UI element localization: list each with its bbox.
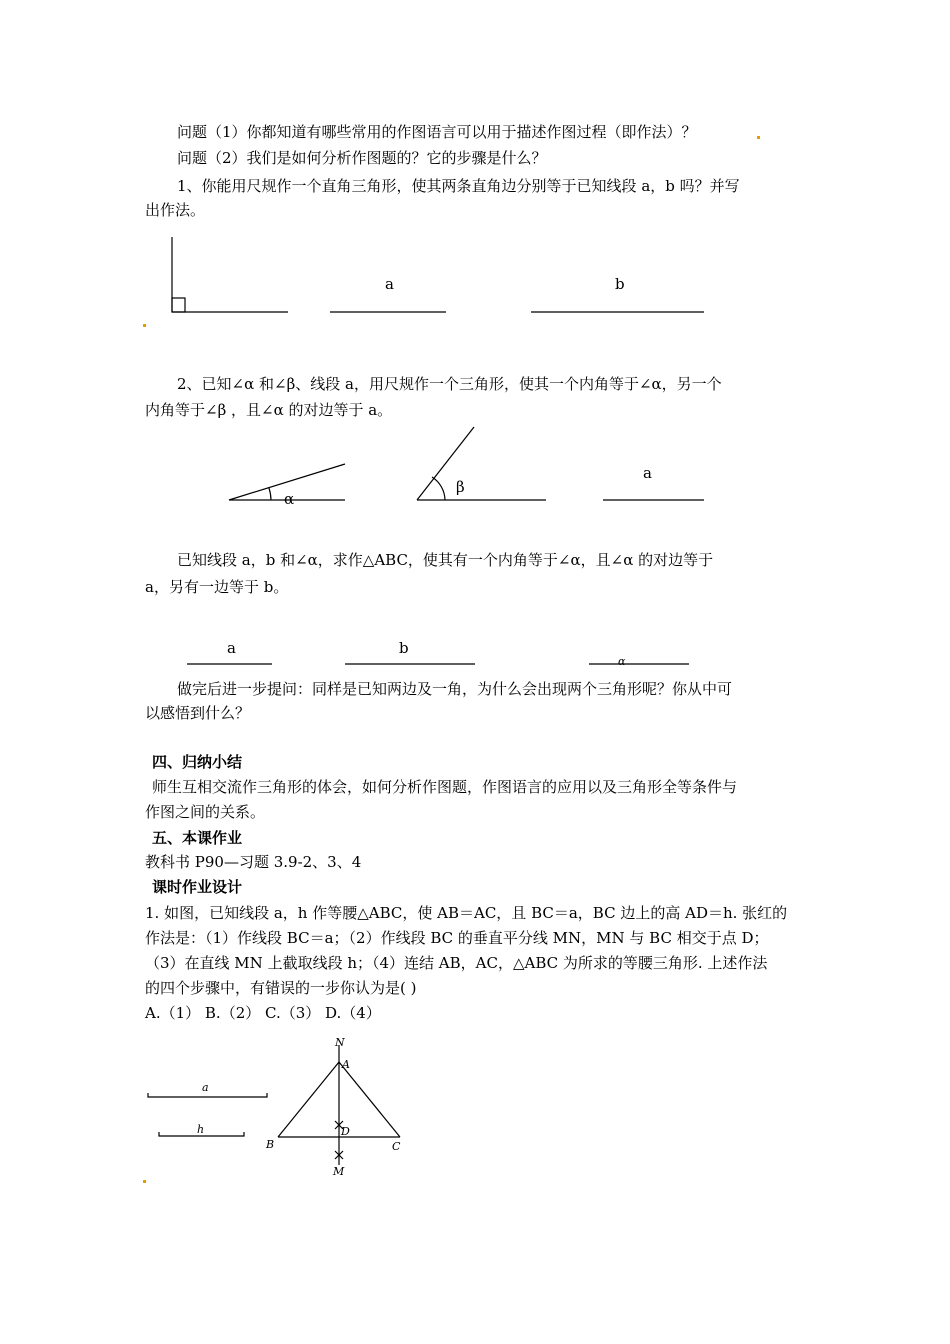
figure-label-h: h [197,1123,205,1136]
design-line3: （3）在直线 MN 上截取线段 h；（4）连结 AB，AC，△ABC 为所求的等腰三角形. 上述作法 [145,954,768,972]
point-label-d: D [341,1125,350,1138]
design-options: A.（1） B.（2） C.（3） D.（4） [145,1004,381,1022]
figure-label-a: a [202,1081,209,1094]
task1-label-b: b [615,275,625,293]
point-label-n: N [335,1036,345,1049]
question-1: 问题（1）你都知道有哪些常用的作图语言可以用于描述作图过程（即作法）？ [177,123,697,141]
point-label-m: M [333,1165,345,1178]
task3-line2: a，另有一边等于 b。 [145,578,289,596]
task3-label-alpha: α [618,655,626,668]
task1-line2: 出作法。 [145,201,206,219]
task3-label-a: a [227,639,236,657]
design-heading: 课时作业设计 [152,878,243,896]
segment-ab [278,1062,339,1137]
summary-heading: 四、归纳小结 [152,753,243,771]
task3-label-b: b [399,639,409,657]
design-line2: 作法是：（1）作线段 BC＝a；（2）作线段 BC 的垂直平分线 MN，MN 与 BC 相交于点 D； [145,929,769,947]
task2-label-a: a [643,464,652,482]
followup-line1: 做完后进一步提问：同样是已知两边及一角，为什么会出现两个三角形呢？你从中可 [177,680,733,698]
task2-line2: 内角等于∠β ，且∠α 的对边等于 a。 [145,401,393,419]
angle-alpha-arc [269,488,271,500]
summary-line1: 师生互相交流作三角形的体会，如何分析作图题，作图语言的应用以及三角形全等条件与 [152,778,738,796]
task1-line1: 1、你能用尺规作一个直角三角形，使其两条直角边分别等于已知线段 a，b 吗？并写 [177,177,740,195]
task3-line1: 已知线段 a，b 和∠α，求作△ABC，使其有一个内角等于∠α，且∠α 的对边等于 [177,551,714,569]
question-2: 问题（2）我们是如何分析作图题的？它的步骤是什么？ [177,149,547,167]
homework-text: 教科书 P90—习题 3.9-2、3、4 [145,853,362,871]
followup-line2: 以感悟到什么？ [145,704,251,722]
label-beta: β [456,478,465,496]
task2-line1: 2、已知∠α 和∠β、线段 a，用尺规作一个三角形，使其一个内角等于∠α，另一个 [177,375,722,393]
angle-beta-ray [417,427,474,500]
angle-beta-arc [432,477,445,500]
label-alpha: α [284,490,295,508]
design-line1: 1. 如图，已知线段 a，h 作等腰△ABC，使 AB＝AC，且 BC＝a，BC 边上的高 AD＝h. 张红的 [145,904,788,922]
point-label-a: A [342,1058,350,1071]
homework-heading: 五、本课作业 [152,829,243,847]
task1-label-a: a [385,275,394,293]
design-line4: 的四个步骤中，有错误的一步你认为是( ) [145,979,417,997]
right-angle-mark [172,298,185,312]
summary-line2: 作图之间的关系。 [145,803,266,821]
point-label-b: B [266,1138,275,1151]
point-label-c: C [392,1140,401,1153]
